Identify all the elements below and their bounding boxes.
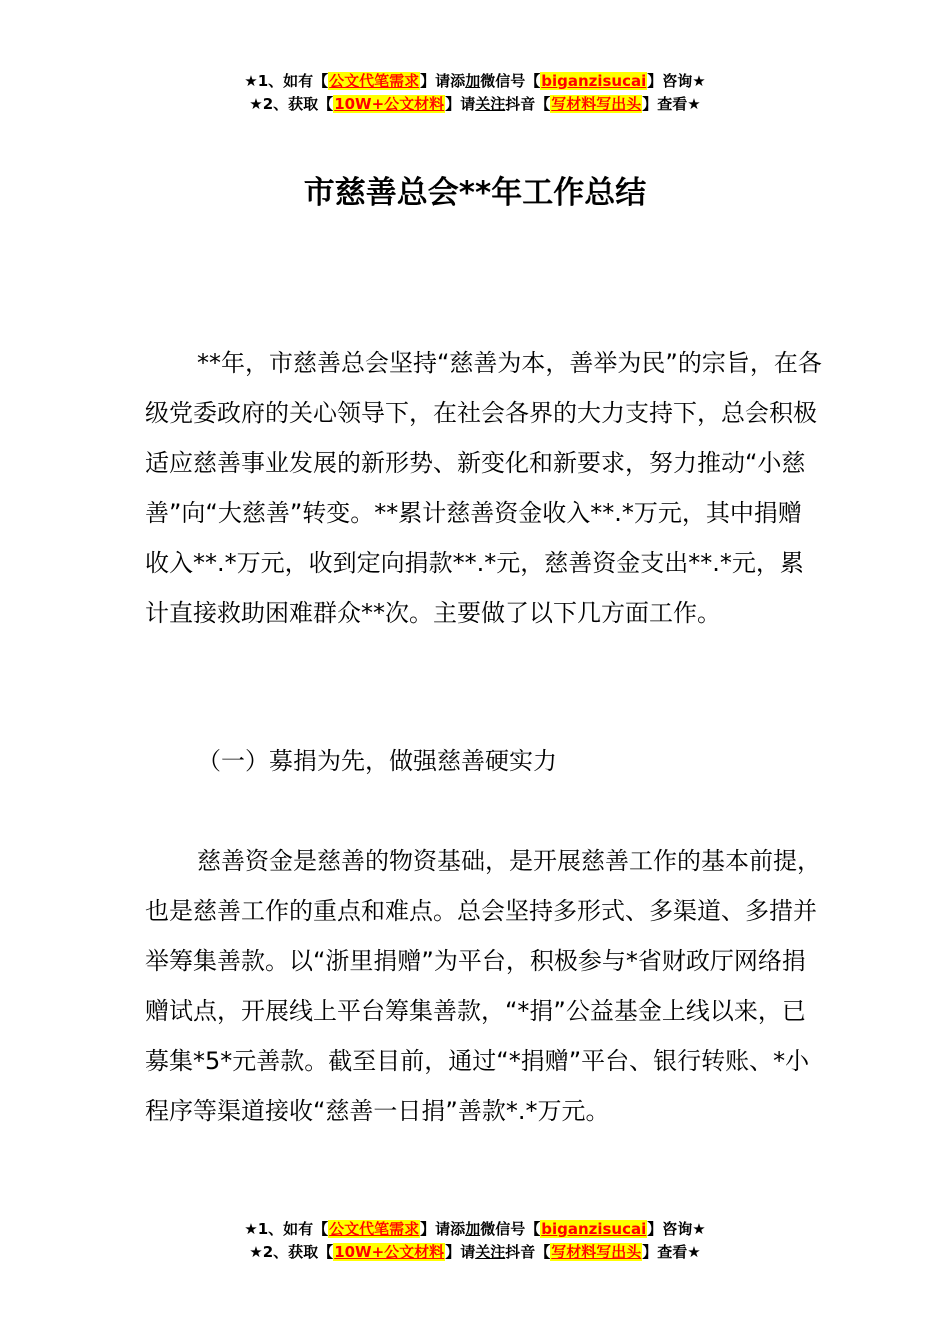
banner-highlight-wechat-id: biganzisucai [541,1220,647,1238]
banner-highlight-douyin: 写材料写出头 [551,1243,642,1261]
banner-line-1: ★1、如有【公文代笔需求】请添加微信号【biganzisucai】咨询★ [244,72,706,90]
banner-highlight-materials: 10W+公文材料 [334,1243,445,1261]
banner-line-2: ★2、获取【10W+公文材料】请关注抖音【写材料写出头】查看★ [249,1243,701,1261]
banner-highlight-materials: 10W+公文材料 [334,95,445,113]
section-1-paragraph: 慈善资金是慈善的物资基础，是开展慈善工作的基本前提，也是慈善工作的重点和难点。总会坚持多形式、多渠道、多措并举筹集善款。以“浙里捐赠”为平台，积极参与*省财政厅网络捐赠试点，开展线上平台筹集善款，“*捐”公益基金上线以来，已募集*5*元善款。截至目前，通过“*捐赠”平台、银行转账、*小程序等渠道接收“慈善一日捐”善款*.*万元。 [145,847,821,1125]
banner-highlight-wechat-id: biganzisucai [541,72,647,90]
header-banner [0,70,950,116]
banner-line-1: ★1、如有【公文代笔需求】请添加微信号【biganzisucai】咨询★ [244,1220,706,1238]
banner-highlight-service: 公文代笔需求 [329,1220,420,1238]
section-heading-1: （一）募捐为先，做强慈善硬实力 [197,747,557,775]
banner-highlight-service: 公文代笔需求 [329,72,420,90]
document-title: 市慈善总会**年工作总结 [303,174,647,211]
banner-highlight-douyin: 写材料写出头 [551,95,642,113]
banner-line-2: ★2、获取【10W+公文材料】请关注抖音【写材料写出头】查看★ [249,95,701,113]
footer-banner [0,1218,950,1264]
intro-paragraph: **年，市慈善总会坚持“慈善为本，善举为民”的宗旨，在各级党委政府的关心领导下，在社会各界的大力支持下，总会积极适应慈善事业发展的新形势、新变化和新要求，努力推动“小慈善”向“大慈善”转变。**累计慈善资金收入**.*万元，其中捐赠收入**.*万元，收到定向捐款**.*元，慈善资金支出**.*元，累计直接救助困难群众**次。主要做了以下几方面工作。 [145,349,822,627]
